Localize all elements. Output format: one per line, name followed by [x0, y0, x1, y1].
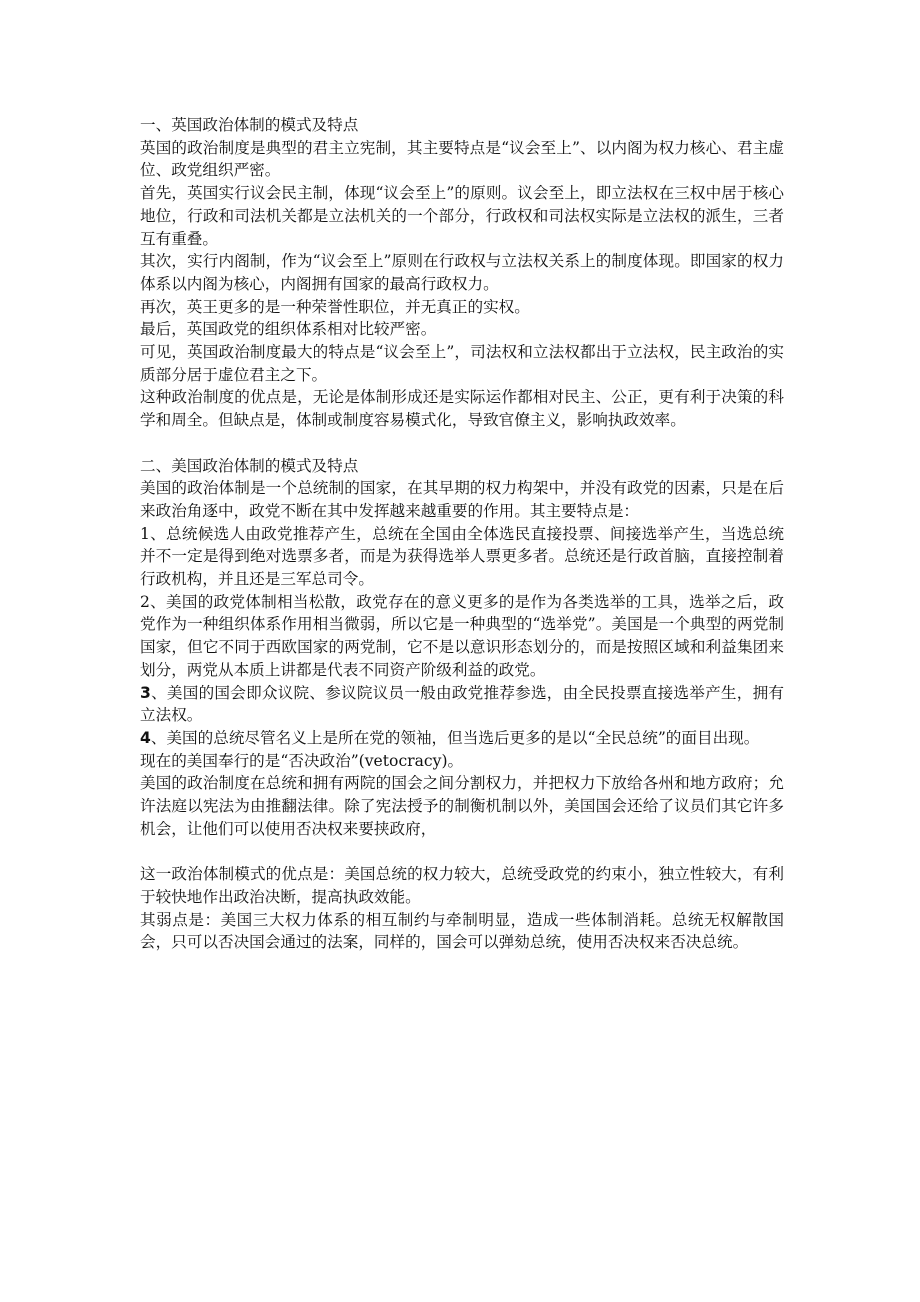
- list-text: 、美国的总统尽管名义上是所在党的领袖，但当选后更多的是以“全民总统”的面目出现。: [150, 728, 760, 747]
- section-heading-uk: 一、英国政治体制的模式及特点: [140, 116, 359, 134]
- paragraph: 可见，英国政治制度最大的特点是“议会至上”，司法权和立法权都出于立法权，民主政治的实质部分居于虚位君主之下。: [140, 343, 784, 384]
- list-item-3: [140, 682, 784, 727]
- paragraph: 英国的政治制度是典型的君主立宪制，其主要特点是“议会至上”、以内阁为权力核心、君主虚位、政党组织严密。: [140, 138, 784, 180]
- paragraph: 这种政治制度的优点是，无论是体制形成还是实际运作都相对民主、公正，更有利于决策的科学和周全。但缺点是，体制或制度容易模式化，导致官僚主义，影响执政效率。: [140, 388, 784, 430]
- blank-line: [140, 840, 784, 863]
- blank-line: [140, 432, 784, 455]
- list-item-4: [140, 727, 784, 750]
- paragraph: 美国的政治体制是一个总统制的国家，在其早期的权力构架中，并没有政党的因素，只是在后来政治角逐中，政党不断在其中发挥越来越重要的作用。其主要特点是：: [140, 479, 784, 520]
- paragraph: 再次，英王更多的是一种荣誉性职位，并无真正的实权。: [140, 297, 530, 316]
- list-number: 3: [140, 683, 151, 702]
- list-item-1: 1、总统候选人由政党推荐产生，总统在全国由全体选民直接投票、间接选举产生，当选总统并不一定是得到绝对选票多者，而是为获得选举人票更多者。总统还是行政首脑，直接控制着行政机构，并且还是三军总司令。: [140, 524, 784, 589]
- list-text: 、美国的国会即众议院、参议院议员一般由政党推荐参选，由全民投票直接选举产生，拥有立法权。: [140, 683, 784, 725]
- paragraph: 其次，实行内阁制，作为“议会至上”原则在行政权与立法权关系上的制度体现。即国家的权力体系以内阁为核心，内阁拥有国家的最高行政权力。: [140, 252, 784, 293]
- list-item-2: 2、美国的政党体制相当松散，政党存在的意义更多的是作为各类选举的工具，选举之后，政党作为一种组织体系作用相当微弱，所以它是一种典型的“选举党”。美国是一个典型的两党制国家，但它不同于西欧国家的两党制，它不是以意识形态划分的，而是按照区域和利益集团来划分，两党从本质上讲都是代表不同资产阶级利益的政党。: [140, 592, 784, 679]
- paragraph: 其弱点是：美国三大权力体系的相互制约与牵制明显，造成一些体制消耗。总统无权解散国会，只可以否决国会通过的法案，同样的，国会可以弹劾总统，使用否决权来否决总统。: [140, 910, 784, 952]
- paragraph: 这一政治体制模式的优点是：美国总统的权力较大，总统受政党的约束小，独立性较大，有利于较快地作出政治决断，提高执政效能。: [140, 865, 784, 906]
- paragraph: 美国的政治制度在总统和拥有两院的国会之间分割权力，并把权力下放给各州和地方政府；允许法庭以宪法为由推翻法律。除了宪法授予的制衡机制以外，美国国会还给了议员们其它许多机会，让他们可以使用否决权来要挟政府，: [140, 774, 784, 838]
- paragraph: 现在的美国奉行的是“否决政治”(vetocracy)。: [140, 751, 464, 770]
- section-heading-us: 二、美国政治体制的模式及特点: [140, 456, 359, 475]
- document-page: [140, 114, 784, 954]
- list-number: 4: [140, 728, 151, 747]
- paragraph: 最后，英国政党的组织体系相对比较严密。: [140, 320, 437, 339]
- paragraph: 首先，英国实行议会民主制，体现“议会至上”的原则。议会至上，即立法权在三权中居于核心地位，行政和司法机关都是立法机关的一个部分，行政权和司法权实际是立法权的派生，三者互有重叠。: [140, 184, 784, 248]
